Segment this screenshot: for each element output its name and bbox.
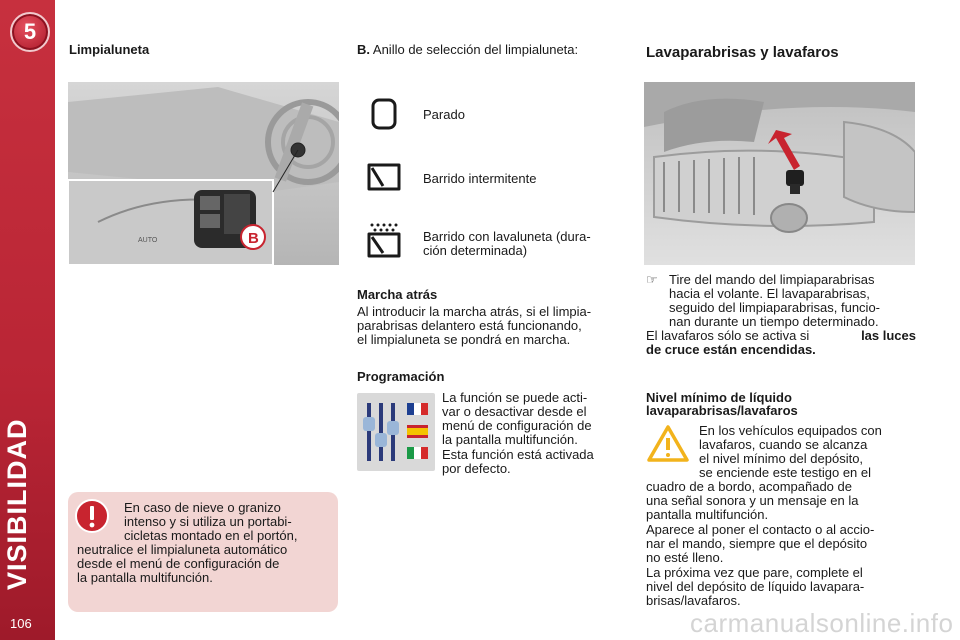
stalk-auto-label: AUTO — [138, 237, 158, 244]
note-line-3: cicletas montado en el portón, — [124, 528, 298, 543]
intermittent-wipe-icon — [366, 162, 402, 199]
dashboard-illustration — [68, 82, 339, 265]
prog-line-4: la pantalla multifunción. — [442, 432, 578, 447]
rear-wiper-heading: Limpialuneta — [69, 42, 150, 57]
car-front-illustration — [644, 82, 915, 265]
pull-line-1: Tire del mando del limpiaparabrisas — [669, 272, 875, 287]
level-line-2: lavafaros, cuando se alcanza — [699, 437, 868, 452]
headlamp-line-2: de cruce están encendidas. — [646, 342, 816, 357]
note-line-6: la pantalla multifunción. — [77, 570, 213, 585]
note-line-2: intenso y si utiliza un portabi- — [124, 514, 292, 529]
mode-off-label: Parado — [423, 107, 465, 122]
watermark-text: carmanualsonline.info — [690, 608, 954, 638]
reverse-heading: Marcha atrás — [357, 287, 438, 302]
car-front-photo — [644, 82, 915, 265]
reverse-line-3: el limpialuneta se pondrá en marcha. — [357, 332, 571, 347]
ring-description — [357, 43, 637, 57]
level-line-1: En los vehículos equipados con — [699, 423, 882, 438]
prog-line-3: menú de configuración de — [442, 418, 592, 433]
note-line-1: En caso de nieve o granizo — [124, 500, 281, 515]
mode-intermittent-label: Barrido intermitente — [423, 171, 537, 186]
mode-wash-label-2: ción determinada) — [423, 243, 528, 258]
prog-line-2: var o desactivar desde el — [442, 404, 587, 419]
exclamation-icon — [75, 499, 109, 538]
prog-line-6: por defecto. — [442, 461, 511, 476]
flag-italy-icon — [407, 447, 428, 459]
reverse-line-1: Al introducir la marcha atrás, si el limpia- — [357, 304, 592, 319]
level-line-7: pantalla multifunción. — [646, 507, 769, 522]
wipe-wash-icon — [366, 222, 402, 265]
page-number: 106 — [10, 616, 32, 631]
headlamp-line-1 — [646, 329, 916, 343]
level-line-4: se enciende este testigo en el — [699, 465, 872, 480]
refill-line-3: brisas/lavafaros. — [646, 593, 741, 608]
rear-wiper-photo — [68, 82, 339, 265]
level-heading-2: lavaparabrisas/lavafaros — [646, 403, 798, 418]
pull-line-3: seguido del limpiaparabrisas, funcio- — [669, 300, 881, 315]
ring-label: B. — [357, 42, 370, 57]
note-line-5: desde el menú de configuración de — [77, 556, 280, 571]
callout-b-label: B — [248, 230, 259, 247]
level-heading-1: Nivel mínimo de líquido — [646, 390, 792, 405]
contact-line-2: nar el mando, siempre que el depósito — [646, 536, 868, 551]
note-line-4: neutralice el limpialuneta automático — [77, 542, 288, 557]
refill-line-2: nivel del depósito de líquido lavapara- — [646, 579, 865, 594]
programming-heading: Programación — [357, 369, 445, 384]
headlamp-text-a: El lavafaros sólo se activa si — [646, 328, 810, 343]
level-line-5: cuadro de a bordo, acompañado de — [646, 479, 852, 494]
prog-line-5: Esta función está activada — [442, 447, 594, 462]
level-line-3: el nivel mínimo del depósito, — [699, 451, 864, 466]
headlamp-text-b: las luces — [861, 328, 916, 343]
flag-france-icon — [407, 403, 428, 415]
warning-triangle-icon — [646, 424, 690, 469]
flag-spain-icon — [407, 425, 428, 438]
washer-heading: Lavaparabrisas y lavafaros — [646, 44, 839, 61]
level-line-6: una señal sonora y un mensaje en la — [646, 493, 859, 508]
reverse-line-2: parabrisas delantero está funcionando, — [357, 318, 582, 333]
pull-line-4: nan durante un tiempo determinado. — [669, 314, 879, 329]
contact-line-1: Aparece al poner el contacto o al accio- — [646, 522, 875, 537]
section-title-vertical: VISIBILIDAD — [2, 418, 32, 590]
mode-wash-label-1: Barrido con lavaluneta (dura- — [423, 229, 591, 244]
prog-line-1: La función se puede acti- — [442, 390, 588, 405]
refill-line-1: La próxima vez que pare, complete el — [646, 565, 863, 580]
wiper-off-icon — [370, 97, 398, 136]
pull-line-2: hacia el volante. El lavaparabrisas, — [669, 286, 870, 301]
ring-text: Anillo de selección del limpialuneta: — [372, 42, 579, 57]
settings-sliders-icon — [357, 393, 435, 471]
chapter-badge: 5 — [10, 12, 50, 52]
bullet-icon: ☞ — [646, 272, 658, 287]
contact-line-3: no esté lleno. — [646, 550, 724, 565]
